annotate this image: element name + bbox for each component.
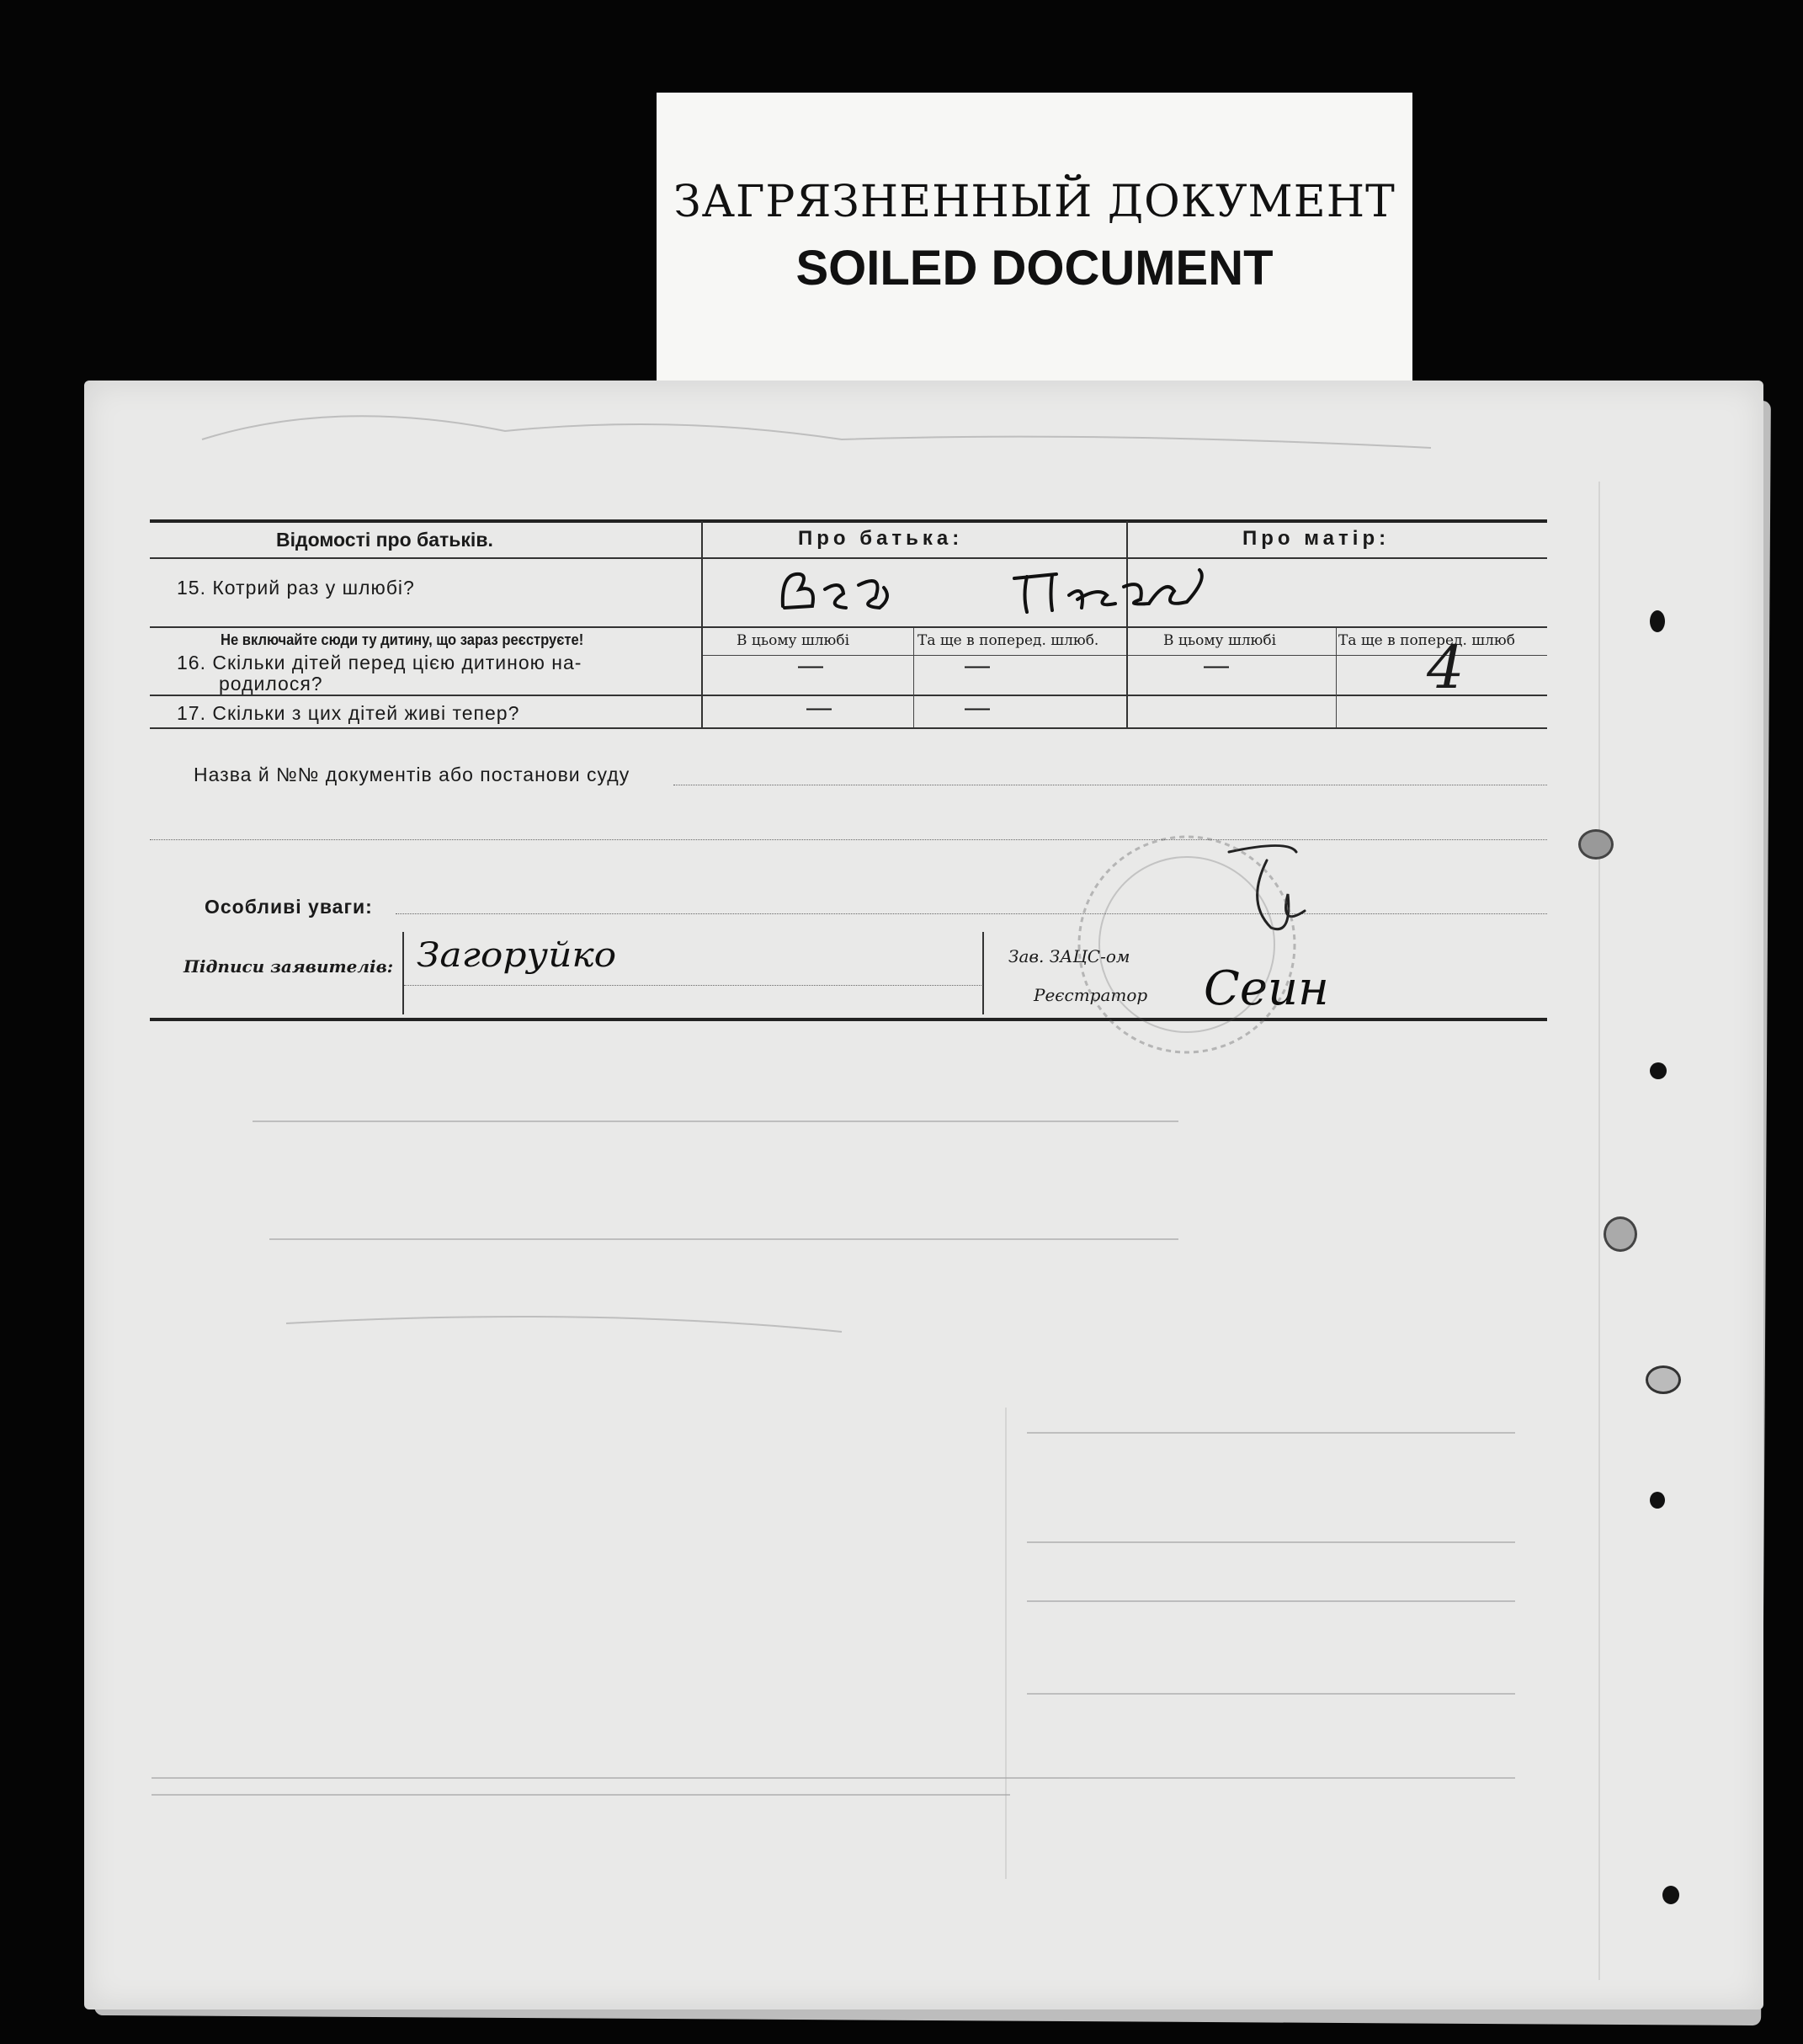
registrar-label: Реєстратор: [1034, 985, 1148, 1005]
bleed-through-marks: [84, 381, 1763, 2009]
registration-form-sheet: [84, 381, 1763, 2009]
about-mother-heading: Про матір:: [1242, 527, 1391, 550]
documents-label: Назва й №№ документів або постанови суду: [194, 764, 630, 785]
applicant-signature: Загоруйко: [417, 936, 617, 975]
about-father-heading: Про батька:: [798, 527, 964, 550]
punch-hole: [1578, 829, 1614, 860]
label-russian-text: ЗАГРЯЗНЕННЫЙ ДОКУМЕНТ: [673, 177, 1396, 227]
mother-previous-marriage-header: Та ще в поперед. шлюб: [1338, 632, 1515, 649]
q16-father-this-answer: —: [798, 652, 823, 679]
punch-hole: [1650, 1062, 1667, 1079]
punch-hole: [1650, 610, 1665, 632]
registry-head-label: Зав. ЗАЦС-ом: [1008, 946, 1130, 966]
punch-hole: [1650, 1492, 1665, 1509]
q17-father-this-answer: —: [806, 694, 832, 721]
registrar-signature: Сеин: [1204, 961, 1329, 1016]
question-17-label: 17. Скільки з цих дітей живі тепер?: [177, 702, 520, 724]
question-16-label-line2: родилося?: [219, 673, 323, 695]
question-15-label: 15. Котрий раз у шлюбі?: [177, 577, 415, 599]
soiled-document-label: [657, 93, 1412, 387]
question-16-note: Не включайте сюди ту дитину, що зараз реєструєте!: [221, 631, 584, 648]
q16-mother-this-answer: —: [1204, 652, 1229, 679]
q16-father-previous-answer: —: [965, 652, 990, 679]
remarks-label: Особливі уваги:: [205, 896, 373, 918]
father-in-this-marriage-header: В цьому шлюбі: [737, 632, 850, 649]
question-16-label-line1: 16. Скільки дітей перед цією дитиною на-: [177, 652, 582, 673]
applicant-signatures-label: Підписи заявителів:: [183, 956, 394, 977]
parents-info-heading: Відомості про батьків.: [276, 529, 493, 551]
punch-hole: [1662, 1886, 1679, 1904]
label-english-text: SOILED DOCUMENT: [795, 241, 1274, 295]
q16-mother-previous-answer: 4: [1427, 633, 1465, 702]
mother-in-this-marriage-header: В цьому шлюбі: [1163, 632, 1277, 649]
father-previous-marriage-header: Та ще в поперед. шлюб.: [917, 632, 1099, 649]
q17-father-previous-answer: —: [965, 694, 990, 721]
punch-hole: [1646, 1365, 1681, 1394]
punch-hole: [1604, 1216, 1637, 1252]
